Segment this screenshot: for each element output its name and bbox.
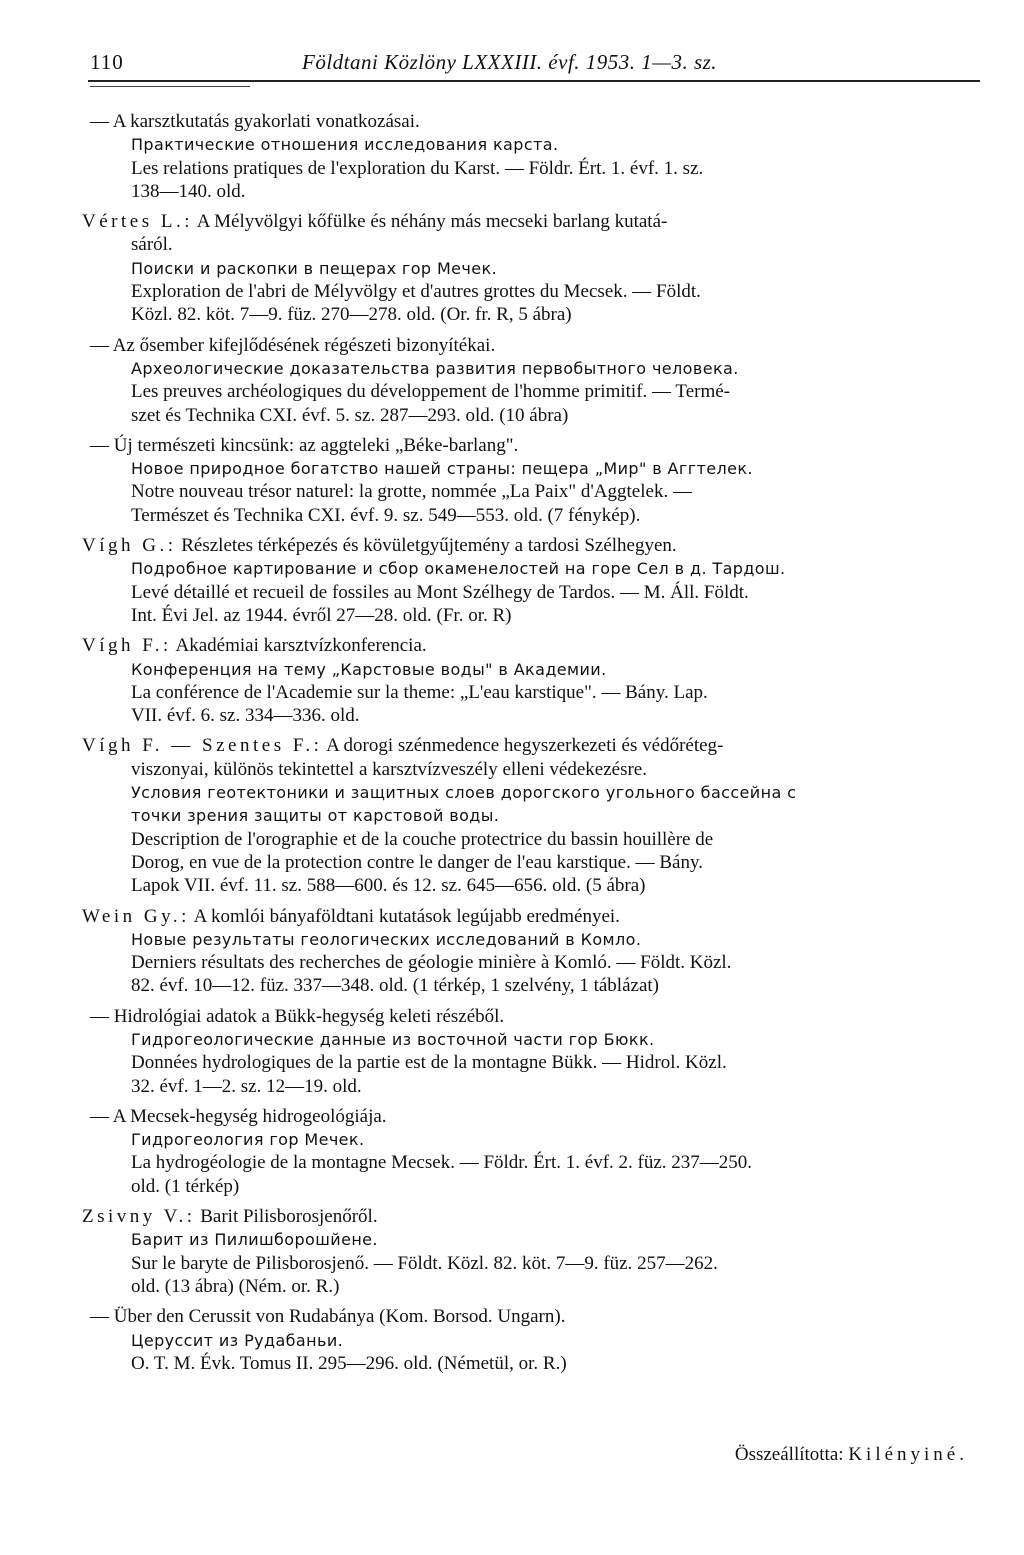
entry-line xyxy=(82,157,982,180)
entry-text: Dorog, en vue de la protection contre le danger de l'eau karstique. — Bány. xyxy=(131,851,703,873)
entry-line xyxy=(82,851,982,874)
bibliography-entry xyxy=(82,534,982,627)
entry-line xyxy=(82,380,982,403)
entry-first-line xyxy=(82,534,982,557)
entry-text: szet és Technika CXI. évf. 5. sz. 287—293. old. (10 ábra) xyxy=(131,404,569,426)
entry-spacer xyxy=(82,1375,982,1382)
entry-text: Barit Pilisborosjenőről. xyxy=(200,1206,378,1228)
entry-text: 32. évf. 1—2. sz. 12—19. old. xyxy=(131,1075,362,1097)
entry-text: Церуссит из Рудабаньи. xyxy=(131,1330,344,1350)
page-number: 110 xyxy=(90,50,124,74)
bibliography-entry xyxy=(82,1305,982,1375)
entry-first-line xyxy=(82,1205,982,1228)
entry-first-line xyxy=(82,434,982,457)
entry-spacer xyxy=(82,998,982,1005)
bibliography-entry xyxy=(82,1005,982,1098)
entry-spacer xyxy=(82,1298,982,1305)
entry-text: O. T. M. Évk. Tomus II. 295—296. old. (Németül, or. R.) xyxy=(131,1352,567,1374)
entry-line xyxy=(82,681,982,704)
bibliography-entry xyxy=(82,434,982,527)
entry-first-line xyxy=(82,334,982,357)
entry-text: Гидрогеология гор Мечек. xyxy=(131,1130,365,1150)
bibliography-entry xyxy=(82,634,982,727)
entry-text: Exploration de l'abri de Mélyvölgy et d'autres grottes du Mecsek. — Földt. xyxy=(131,281,701,303)
entry-text: viszonyai, különös tekintettel a karsztvízveszély elleni védekezésre. xyxy=(131,758,647,780)
entry-spacer xyxy=(82,1198,982,1205)
entry-text: A dorogi szénmedence hegyszerkezeti és védőréteg- xyxy=(326,735,724,757)
journal-title: Földtani Közlöny LXXXIII. évf. 1953. 1—3. sz. xyxy=(302,50,718,74)
entry-text: точки зрения защиты от карстовой воды. xyxy=(131,806,500,826)
entry-spacer xyxy=(82,327,982,334)
entry-text: Новые результаты геологических исследований в Комло. xyxy=(131,929,642,949)
entry-line xyxy=(82,303,982,326)
entry-author: Zsivny V.: xyxy=(82,1206,196,1228)
entry-first-line xyxy=(82,905,982,928)
entry-text: — Új természeti kincsünk: az aggteleki „Béke-barlang". xyxy=(90,434,519,456)
entry-text: — A karsztkutatás gyakorlati vonatkozásai. xyxy=(90,111,420,132)
entry-spacer xyxy=(82,1098,982,1105)
entry-text: La hydrogéologie de la montagne Mecsek. — Földr. Ért. 1. évf. 2. füz. 237—250. xyxy=(131,1152,753,1174)
entry-line xyxy=(82,704,982,727)
entry-line xyxy=(82,280,982,303)
entry-line xyxy=(82,1352,982,1375)
entry-text: Археологические доказательства развития первобытного человека. xyxy=(131,358,739,378)
entry-line xyxy=(82,804,982,827)
entry-text: Részletes térképezés és kövületgyűjtemény a tardosi Szélhegyen. xyxy=(181,535,677,557)
entry-line xyxy=(82,828,982,851)
entry-line xyxy=(82,1128,982,1151)
entry-line xyxy=(82,758,982,781)
entry-line xyxy=(82,404,982,427)
entry-line xyxy=(82,781,982,804)
entry-author: Wein Gy.: xyxy=(82,905,190,927)
entry-text: 82. évf. 10—12. füz. 337—348. old. (1 térkép, 1 szelvény, 1 táblázat) xyxy=(131,975,659,997)
entry-line xyxy=(82,1051,982,1074)
entry-spacer xyxy=(82,527,982,534)
entry-text: Notre nouveau trésor naturel: la grotte, nommée „La Paix" d'Aggtelek. — xyxy=(131,481,692,503)
bibliography-entry xyxy=(82,734,982,897)
entry-text: Подробное картирование и сбор окаменелостей на горе Сел в д. Тардош. xyxy=(131,559,786,579)
entry-spacer xyxy=(82,627,982,634)
entry-first-line xyxy=(82,1105,982,1128)
entry-text: A Mélyvölgyi kőfülke és néhány más mecseki barlang kutatá- xyxy=(196,211,668,233)
entry-line xyxy=(82,457,982,480)
entry-text: Derniers résultats des recherches de géologie minière à Komló. — Földt. Közl. xyxy=(131,952,732,974)
entry-text: Les relations pratiques de l'exploration du Karst. — Földr. Ért. 1. évf. 1. sz. xyxy=(131,157,704,179)
entry-author: Vígh G.: xyxy=(82,535,177,557)
page-header xyxy=(90,50,780,76)
entry-line xyxy=(82,1075,982,1098)
entry-line xyxy=(82,1252,982,1275)
entry-first-line xyxy=(82,634,982,657)
entry-text: Барит из Пилишборошйене. xyxy=(131,1230,378,1250)
bibliography-entry xyxy=(82,1205,982,1298)
entry-line xyxy=(82,1228,982,1251)
compiler-label: Összeállította: xyxy=(734,1444,844,1465)
entry-line xyxy=(82,1175,982,1198)
entry-line xyxy=(82,133,982,156)
entry-line xyxy=(82,658,982,681)
entry-first-line xyxy=(82,1005,982,1028)
entry-first-line xyxy=(82,110,982,133)
entry-line xyxy=(82,581,982,604)
bibliography-entry xyxy=(82,334,982,427)
entry-text: Sur le baryte de Pilisborosjenő. — Földt. Közl. 82. köt. 7—9. füz. 257—262. xyxy=(131,1252,718,1274)
entry-line xyxy=(82,604,982,627)
entry-line xyxy=(82,1151,982,1174)
entry-text: Közl. 82. köt. 7—9. füz. 270—278. old. (Or. fr. R, 5 ábra) xyxy=(131,304,572,326)
entry-text: Données hydrologiques de la partie est de la montagne Bükk. — Hidrol. Közl. xyxy=(131,1052,727,1074)
entry-text: La conférence de l'Academie sur la theme: „L'eau karstique". — Bány. Lap. xyxy=(131,681,708,703)
entry-line xyxy=(82,557,982,580)
entry-text: — Az ősember kifejlődésének régészeti bizonyítékai. xyxy=(90,334,496,356)
bibliography-entry xyxy=(82,210,982,326)
entry-first-line xyxy=(82,1305,982,1328)
entry-text: Конференция на тему „Карстовые воды" в Академии. xyxy=(131,659,607,679)
entry-text: Les preuves archéologiques du développement de l'homme primitif. — Termé- xyxy=(131,381,731,403)
bibliography-entry xyxy=(82,1105,982,1198)
entry-text: old. (13 ábra) (Ném. or. R.) xyxy=(131,1275,340,1297)
entry-line xyxy=(82,480,982,503)
entry-first-line xyxy=(82,210,982,233)
entry-line xyxy=(82,1275,982,1298)
compiler-signature xyxy=(735,1444,968,1466)
entry-spacer xyxy=(82,203,982,210)
bibliography-list xyxy=(82,110,982,1382)
entry-line xyxy=(82,951,982,974)
entry-text: Условия геотектоники и защитных слоев дорогского угольного бассейна с xyxy=(131,783,797,803)
entry-text: Levé détaillé et recueil de fossiles au Mont Szélhegy de Tardos. — M. Áll. Földt. xyxy=(131,581,749,603)
entry-text: Гидрогеологические данные из восточной части гор Бюкк. xyxy=(131,1029,655,1049)
entry-text: Практические отношения исследования карста. xyxy=(131,135,559,155)
entry-line xyxy=(82,357,982,380)
entry-text: A komlói bányaföldtani kutatások legújabb eredményei. xyxy=(193,905,620,927)
bibliography-entry xyxy=(82,905,982,998)
entry-author: Vígh F. — Szentes F.: xyxy=(82,735,323,757)
entry-text: VII. évf. 6. sz. 334—336. old. xyxy=(131,705,360,727)
entry-line xyxy=(82,1028,982,1051)
entry-line xyxy=(82,874,982,897)
entry-text: — Über den Cerussit von Rudabánya (Kom. Borsod. Ungarn). xyxy=(90,1306,566,1328)
compiler-name: Kilényiné. xyxy=(848,1444,968,1465)
entry-spacer xyxy=(82,898,982,905)
entry-text: old. (1 térkép) xyxy=(131,1175,240,1197)
entry-text: 138—140. old. xyxy=(131,180,246,202)
entry-text: — Hidrológiai adatok a Bükk-hegység keleti részéből. xyxy=(90,1005,505,1027)
entry-line xyxy=(82,974,982,997)
header-subrule xyxy=(90,86,250,87)
entry-spacer xyxy=(82,727,982,734)
entry-author: Vígh F.: xyxy=(82,635,172,657)
entry-text: Description de l'orographie et de la couche protectrice du bassin houillère de xyxy=(131,828,714,850)
entry-text: Поиски и раскопки в пещерах гор Мечек. xyxy=(131,258,498,278)
entry-author: Vértes L.: xyxy=(82,211,193,233)
entry-text: Lapok VII. évf. 11. sz. 588—600. és 12. sz. 645—656. old. (5 ábra) xyxy=(131,875,646,897)
entry-spacer xyxy=(82,427,982,434)
entry-line xyxy=(82,1329,982,1352)
entry-line xyxy=(82,504,982,527)
entry-line xyxy=(82,928,982,951)
entry-line xyxy=(82,257,982,280)
entry-text: Akadémiai karsztvízkonferencia. xyxy=(175,635,427,657)
entry-text: Int. Évi Jel. az 1944. évről 27—28. old. (Fr. or. R) xyxy=(131,604,512,626)
entry-first-line xyxy=(82,734,982,757)
entry-line xyxy=(82,233,982,256)
entry-text: sáról. xyxy=(131,234,173,256)
bibliography-entry xyxy=(82,110,982,203)
header-rule xyxy=(88,80,980,82)
entry-text: Новое природное богатство нашей страны: пещера „Мир" в Аггтелек. xyxy=(131,459,753,479)
entry-line xyxy=(82,180,982,203)
entry-text: — A Mecsek-hegység hidrogeológiája. xyxy=(90,1105,387,1127)
entry-text: Természet és Technika CXI. évf. 9. sz. 549—553. old. (7 fénykép). xyxy=(131,504,641,526)
